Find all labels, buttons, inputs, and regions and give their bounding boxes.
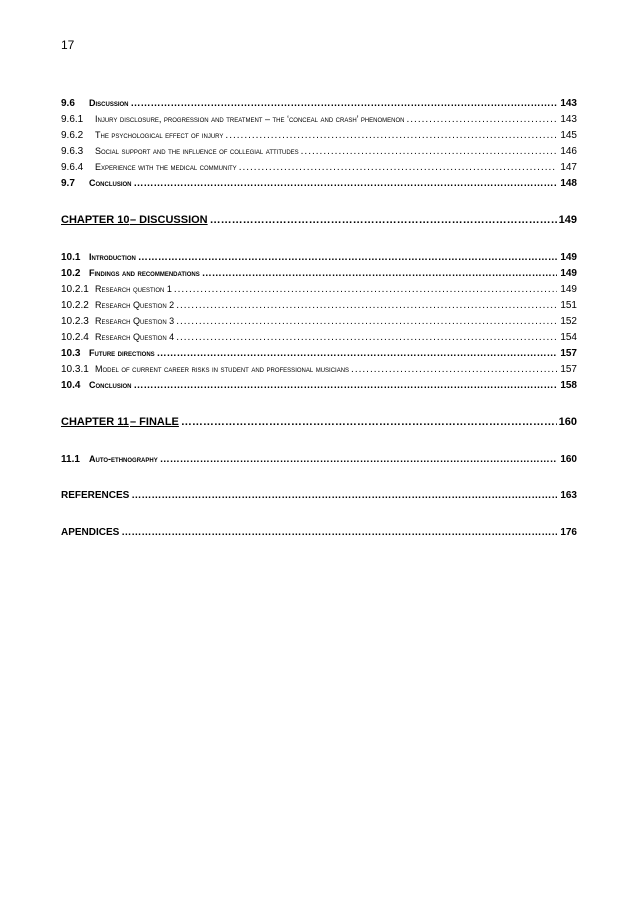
toc-entry-page: 151 [560, 300, 577, 311]
toc-entry-number: 10.2.3 [61, 316, 89, 327]
toc-entry-page: 147 [560, 162, 577, 173]
spacer [61, 504, 577, 525]
toc-entry-number: 9.7 [61, 178, 75, 189]
toc-entry-page: 143 [560, 98, 577, 109]
toc-entry-number: 9.6.1 [61, 114, 84, 125]
toc-entry-page: 149 [560, 268, 577, 279]
toc-entry[interactable] [61, 345, 577, 361]
toc-entry-page: 157 [560, 364, 577, 375]
toc-entry-page: 149 [560, 284, 577, 295]
toc-entry[interactable] [61, 451, 577, 467]
dot-leader [239, 160, 557, 175]
toc-entry-title: Future directions [89, 348, 155, 358]
dot-leader [131, 96, 557, 111]
dot-leader [301, 144, 557, 159]
spacer [61, 467, 577, 488]
toc-entry[interactable] [61, 111, 577, 127]
dot-leader [202, 266, 557, 281]
dot-leader [131, 488, 557, 504]
toc-entry-number: 10.2.1 [61, 284, 89, 295]
toc-entry-title: Discussion [89, 98, 129, 108]
toc-entry-page: 160 [558, 416, 577, 428]
toc-chapter-entry[interactable] [61, 414, 577, 430]
toc-entry-number: 9.6.3 [61, 146, 84, 157]
toc-references-entry[interactable] [61, 488, 577, 504]
toc-entry-number: 10.2.4 [61, 332, 89, 343]
dot-leader [176, 314, 557, 329]
toc-entry-title: Research Question 2 [95, 300, 175, 310]
toc-entry-page: 149 [560, 252, 577, 263]
dot-leader [176, 298, 557, 313]
toc-entry[interactable] [61, 377, 577, 393]
toc-entry-number: 10.3.1 [61, 364, 89, 375]
spacer [61, 191, 577, 212]
toc-entry-title: Research Question 3 [95, 316, 175, 326]
table-of-contents [61, 95, 577, 541]
toc-entry-page: 152 [560, 316, 577, 327]
toc-entry-title: Auto-ethnography [89, 454, 158, 464]
toc-entry-title: Experience with the medical community [95, 162, 237, 172]
toc-entry[interactable] [61, 281, 577, 297]
toc-chapter-entry[interactable] [61, 212, 577, 228]
toc-entry-page: 158 [560, 380, 577, 391]
toc-entry-title: Model of current career risks in student and professional musicians [95, 364, 350, 374]
toc-entry-number: 10.3 [61, 348, 81, 359]
dot-leader [174, 282, 557, 297]
toc-entry-title: REFERENCES [61, 490, 130, 501]
toc-entry-page: 163 [560, 490, 577, 501]
dot-leader [160, 452, 557, 467]
toc-entry-title: Research Question 4 [95, 332, 175, 342]
toc-entry[interactable] [61, 249, 577, 265]
toc-entry[interactable] [61, 175, 577, 191]
toc-entry-title: Introduction [89, 252, 136, 262]
page-number: 17 [61, 38, 75, 52]
toc-entry-page: 149 [558, 214, 577, 226]
toc-chapter-number: CHAPTER 10 [61, 214, 130, 226]
toc-entry-page: 145 [560, 130, 577, 141]
toc-entry[interactable] [61, 95, 577, 111]
toc-chapter-number: CHAPTER 11 [61, 416, 129, 428]
dot-leader [157, 346, 557, 361]
dot-leader [134, 378, 558, 393]
toc-entry[interactable] [61, 329, 577, 345]
toc-entry-number: 9.6 [61, 98, 75, 109]
toc-entry-page: 176 [560, 527, 577, 538]
dot-leader [351, 362, 557, 377]
spacer [61, 393, 577, 414]
dot-leader [181, 414, 557, 430]
dot-leader [138, 250, 557, 265]
toc-entry[interactable] [61, 297, 577, 313]
spacer [61, 228, 577, 249]
toc-entry-number: 11.1 [61, 454, 80, 465]
toc-chapter-title: – DISCUSSION [130, 214, 208, 226]
dot-leader [134, 176, 558, 191]
toc-appendices-entry[interactable] [61, 525, 577, 541]
dot-leader [176, 330, 557, 345]
toc-entry-page: 146 [560, 146, 577, 157]
toc-entry-title: Conclusion [89, 178, 132, 188]
toc-entry-title: Social support and the influence of collegial attitudes [95, 146, 299, 156]
spacer [61, 430, 577, 451]
toc-entry[interactable] [61, 313, 577, 329]
toc-entry-title: The psychological effect of injury [95, 130, 224, 140]
toc-entry-page: 143 [560, 114, 577, 125]
toc-entry-title: Research question 1 [95, 284, 172, 294]
toc-entry-page: 148 [560, 178, 577, 189]
toc-entry-number: 10.4 [61, 380, 81, 391]
toc-entry-title: APENDICES [61, 527, 120, 538]
toc-entry-page: 154 [560, 332, 577, 343]
toc-entry-number: 10.1 [61, 252, 81, 263]
toc-entry-number: 9.6.2 [61, 130, 84, 141]
toc-entry[interactable] [61, 143, 577, 159]
dot-leader [225, 128, 557, 143]
dot-leader [121, 525, 557, 541]
toc-entry-title: Injury disclosure, progression and treatment – the ‘conceal and crash’ phenomenon [95, 114, 405, 124]
toc-entry-title: Findings and recommendations [89, 268, 200, 278]
toc-entry-number: 10.2 [61, 268, 81, 279]
toc-entry-number: 10.2.2 [61, 300, 89, 311]
toc-entry-number: 9.6.4 [61, 162, 84, 173]
toc-entry[interactable] [61, 127, 577, 143]
toc-chapter-title: – FINALE [130, 416, 179, 428]
toc-entry-page: 157 [560, 348, 577, 359]
toc-entry[interactable] [61, 159, 577, 175]
toc-entry[interactable] [61, 265, 577, 281]
dot-leader [210, 212, 557, 228]
toc-entry-page: 160 [560, 454, 577, 465]
toc-entry[interactable] [61, 361, 577, 377]
dot-leader [407, 112, 558, 127]
toc-entry-title: Conclusion [89, 380, 132, 390]
